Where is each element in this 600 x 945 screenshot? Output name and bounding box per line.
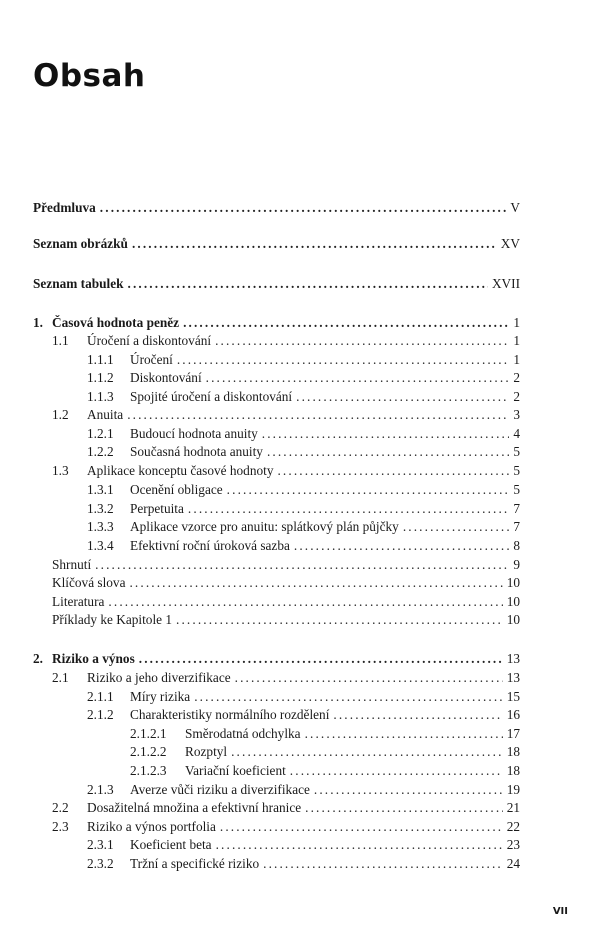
toc-subsection-number: 1.1.1 [87,352,114,367]
dot-leader [132,235,497,253]
toc-page-number: XVII [491,276,520,291]
toc-subsection-label: Diskontování [130,370,202,385]
toc-subsection-1-3-3[interactable] [87,518,520,536]
toc-entry-klicova-slova[interactable] [52,574,520,592]
dot-leader [296,388,509,406]
toc-subsection-label: Tržní a specifické riziko [130,856,260,871]
toc-subsection-1-2-2[interactable] [87,443,520,461]
toc-page-number: 1 [513,333,520,348]
toc-section-number: 1.2 [52,407,69,422]
toc-page-number: XV [500,236,520,251]
toc-page-number: 22 [506,819,520,834]
toc-page-number: 5 [513,444,520,459]
dot-leader [139,650,503,668]
dot-leader [277,462,509,480]
toc-page-number: 21 [506,800,520,815]
toc-entry-priklady[interactable] [52,611,520,629]
dot-leader [305,725,503,743]
toc-page-number: 10 [506,575,520,590]
toc-subsection-label: Charakteristiky normálního rozdělení [130,707,330,722]
dot-leader [314,781,503,799]
toc-subsection-number: 2.1.1 [87,689,114,704]
toc-subsection-number: 1.3.4 [87,538,114,553]
toc-subsection-1-3-2[interactable] [87,500,520,518]
toc-subsection-label: Budoucí hodnota anuity [130,426,258,441]
toc-subsection-number: 2.1.3 [87,782,114,797]
toc-section-2-1[interactable] [52,669,520,687]
toc-page-number: 10 [506,612,520,627]
toc-subsection-1-1-2[interactable] [87,369,520,387]
toc-subsection-number: 1.1.3 [87,389,114,404]
dot-leader [127,406,509,424]
toc-section-label: Riziko a výnos portfolia [87,819,216,834]
toc-subsubsection-number: 2.1.2.2 [130,744,167,759]
page-title: Obsah [33,58,146,94]
toc-subsection-label: Ocenění obligace [130,482,223,497]
toc-section-number: 2.1 [52,670,69,685]
toc-subsection-label: Míry rizika [130,689,191,704]
dot-leader [194,688,503,706]
toc-subsection-1-2-1[interactable] [87,425,520,443]
toc-chapter-number: 1. [33,315,43,330]
toc-entry-label: Seznam obrázků [33,236,128,251]
toc-subsubsection-number: 2.1.2.1 [130,726,167,741]
toc-subsection-number: 1.2.2 [87,444,114,459]
toc-section-number: 1.1 [52,333,69,348]
toc-section-label: Úročení a diskontování [87,333,212,348]
toc-section-1-1[interactable] [52,332,520,350]
dot-leader [231,743,503,761]
toc-page-number: 5 [513,482,520,497]
toc-subsection-number: 2.3.1 [87,837,114,852]
toc-section-1-2[interactable] [52,406,520,424]
toc-page-number: 2 [513,370,520,385]
toc-subsection-label: Úročení [130,352,173,367]
toc-entry-label: Příklady ke Kapitole 1 [52,612,173,627]
toc-subsubsection-label: Rozptyl [185,744,228,759]
toc-page-number: 13 [506,651,520,666]
toc-subsection-2-1-1[interactable] [87,688,520,706]
dot-leader [267,443,509,461]
dot-leader [403,518,510,536]
toc-subsection-label: Aplikace vzorce pro anuitu: splátkový plán půjčky [130,519,399,534]
dot-leader [129,574,502,592]
dot-leader [305,799,503,817]
toc-subsection-number: 1.1.2 [87,370,114,385]
toc-page-number: 23 [506,837,520,852]
toc-subsubsection-number: 2.1.2.3 [130,763,167,778]
toc-subsection-1-3-1[interactable] [87,481,520,499]
toc-entry-shrnuti[interactable] [52,556,520,574]
toc-entry-predmluva[interactable] [33,199,520,217]
toc-entry-literatura[interactable] [52,593,520,611]
dot-leader [263,855,503,873]
dot-leader [227,481,510,499]
toc-chapter-label: Časová hodnota peněz [52,315,180,330]
toc-section-label: Riziko a jeho diverzifikace [87,670,231,685]
toc-subsection-1-3-4[interactable] [87,537,520,555]
toc-page-number: 18 [506,763,520,778]
toc-section-label: Anuita [87,407,124,422]
dot-leader [220,818,503,836]
toc-subsection-2-3-1[interactable] [87,836,520,854]
toc-page-number: 7 [513,501,520,516]
toc-section-label: Aplikace konceptu časové hodnoty [87,463,274,478]
toc-entry-label: Seznam tabulek [33,276,124,291]
toc-section-number: 1.3 [52,463,69,478]
toc-subsection-number: 2.1.2 [87,707,114,722]
toc-page-number: 16 [506,707,520,722]
dot-leader [206,369,510,387]
toc-page-number: 2 [513,389,520,404]
toc-subsubsection-label: Směrodatná odchylka [185,726,301,741]
dot-leader [188,500,509,518]
toc-subsection-label: Spojité úročení a diskontování [130,389,293,404]
dot-leader [108,593,502,611]
toc-subsection-number: 1.3.2 [87,501,114,516]
toc-section-2-2[interactable] [52,799,520,817]
toc-page-number: 19 [506,782,520,797]
toc-page-number: 3 [513,407,520,422]
toc-page-number: 4 [513,426,520,441]
toc-subsection-number: 2.3.2 [87,856,114,871]
toc-subsection-label: Averze vůči riziku a diverzifikace [130,782,310,797]
toc-entry-label: Předmluva [33,200,96,215]
dot-leader [215,332,509,350]
toc-chapter-label: Riziko a výnos [52,651,135,666]
toc-page-number: 24 [506,856,520,871]
toc-page-number: 5 [513,463,520,478]
dot-leader [294,537,509,555]
toc-subsection-label: Efektivní roční úroková sazba [130,538,290,553]
toc-page-number: V [510,200,520,215]
toc-page-number: 10 [506,594,520,609]
dot-leader [183,314,509,332]
dot-leader [216,836,503,854]
toc-page-number: 1 [513,352,520,367]
dot-leader [95,556,509,574]
toc-subsection-number: 1.3.3 [87,519,114,534]
toc-subsection-2-1-3[interactable] [87,781,520,799]
toc-section-2-3[interactable] [52,818,520,836]
toc-subsection-1-1-1[interactable] [87,351,520,369]
toc-section-number: 2.3 [52,819,69,834]
dot-leader [177,351,510,369]
dot-leader [176,611,503,629]
toc-subsubsection-2-1-2-3[interactable] [130,762,520,780]
toc-page-number: 9 [513,557,520,572]
dot-leader [100,199,507,217]
toc-chapter-number: 2. [33,651,43,666]
dot-leader [290,762,503,780]
toc-page-number: 7 [513,519,520,534]
toc-chapter-2[interactable] [33,650,520,668]
toc-subsection-number: 1.2.1 [87,426,114,441]
toc-subsubsection-2-1-2-1[interactable] [130,725,520,743]
toc-subsection-2-3-2[interactable] [87,855,520,873]
toc-page-number: 8 [513,538,520,553]
toc-entry-label: Klíčová slova [52,575,126,590]
toc-section-number: 2.2 [52,800,69,815]
toc-subsubsection-2-1-2-2[interactable] [130,743,520,761]
toc-page-number: 13 [506,670,520,685]
toc-subsection-1-1-3[interactable] [87,388,520,406]
toc-subsection-label: Perpetuita [130,501,184,516]
toc-section-1-3[interactable] [52,462,520,480]
toc-page-number: 15 [506,689,520,704]
toc-page-number: 17 [506,726,520,741]
dot-leader [262,425,510,443]
toc-subsubsection-label: Variační koeficient [185,763,286,778]
page-number-footer: VII [552,906,568,917]
toc-subsection-label: Koeficient beta [130,837,212,852]
toc-subsection-2-1-2[interactable] [87,706,520,724]
toc-chapter-1[interactable] [33,314,520,332]
toc-page-number: 18 [506,744,520,759]
toc-subsection-label: Současná hodnota anuity [130,444,263,459]
toc-entry-label: Literatura [52,594,105,609]
dot-leader [128,275,488,293]
toc-entry-seznam-obrazku[interactable] [33,235,520,253]
dot-leader [333,706,502,724]
toc-entry-seznam-tabulek[interactable] [33,275,520,293]
dot-leader [235,669,503,687]
toc-page-number: 1 [513,315,520,330]
toc-entry-label: Shrnutí [52,557,92,572]
toc-subsection-number: 1.3.1 [87,482,114,497]
toc-section-label: Dosažitelná množina a efektivní hranice [87,800,302,815]
